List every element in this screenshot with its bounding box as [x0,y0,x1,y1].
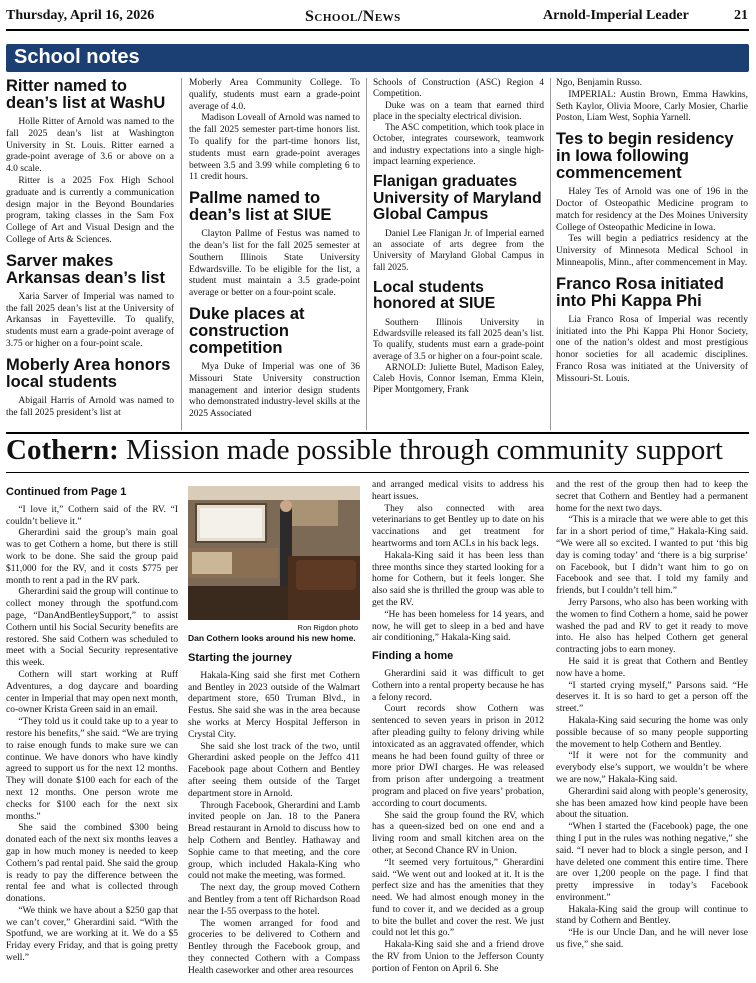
paragraph: Haley Tes of Arnold was one of 196 in the Doctor of Osteopathic Medicine program to match for residency at the Des Moines University College of Osteopathic Medicine in Iowa. [556,187,748,233]
paragraph: Gherardini said the group will continue to collect money through the spotfund.com page, “DanAndBentleySupport,” to assist Cothern until his Social Security benefits are restored. She said Cothern was scheduled to meet with a Social Security representative this week. [6,587,178,669]
note-headline: Moberly Area honors local students [6,355,171,391]
paragraph: IMPERIAL: Austin Brown, Emma Hawkins, Seth Kaylor, Olivia Moore, Carly Mosier, Charlie Poston, Liam West, Sophia Yarnell. [556,89,748,124]
paragraph: The ASC competition, which took place in October, integrates coursework, teamwork and industry expectations into a single high-impact learning experience. [373,123,544,167]
paragraph: He said it is great that Cothern and Bentley now have a home. [556,656,748,679]
paragraph: Schools of Construction (ASC) Region 4 Competition. [373,78,544,100]
note-headline: Franco Rosa initiated into Phi Kappa Phi [556,274,724,310]
subhead: Continued from Page 1 [6,487,127,498]
headline-kicker: Cothern: [6,434,119,466]
column-divider [181,78,182,430]
notes-column-2 [189,78,360,430]
paragraph: “If it were not for the community and everybody else’s support, we wouldn’t be where we are now,” Hakala-King said. [556,751,748,785]
paragraph: and the rest of the group then had to keep the secret that Cothern and Bentley had a permanent home for the next two days. [556,480,748,514]
issue-date: Thursday, April 16, 2026 [6,8,155,23]
story-column-3 [372,480,544,981]
paragraph: “I started crying myself,” Parsons said. “He deserves it. It is so hard to get a person off the street.” [556,680,748,715]
paragraph: Holle Ritter of Arnold was named to the fall 2025 dean’s list at Washington University in St. Louis. Ritter earned a grade-point average of 3.6 or above on a 4.0 scale. [6,117,174,175]
notes-column-4 [556,78,748,430]
paragraph: She said she lost track of the two, until Gherardini asked people on the Jeffco 411 Facebook page about Cothern and Bentley after seeing them outside of the Target department store in Arnold. [188,741,360,799]
paragraph: ARNOLD: Juliette Butel, Madison Ealey, Caleb Hovis, Connor Iseman, Emma Klein, Piper Montgomery, Frank [373,362,544,396]
paragraph: Southern Illinois University in Edwardsville released its fall 2025 dean’s list. To qualify, students must earn a grade-point average of 3.5 or higher on a four-point scale. [373,317,544,362]
paragraph: and arranged medical visits to address his heart issues. [372,480,544,502]
rv-interior-illustration [188,486,360,620]
header-rule [6,29,749,31]
paragraph: Gherardini said along with people’s generosity, she has been amazed how kind people have been about the situation. [556,786,748,821]
note-headline: Flanigan graduates University of Maryland Global Campus [373,173,542,224]
notes-column-3 [373,78,544,430]
column-divider [550,78,551,430]
section-name: School/News [305,8,401,25]
note-headline: Tes to begin residency in Iowa following commencement [556,130,734,183]
paragraph: Hakala-King said it has been less than three months since they started looking for a home for Cothern, but it feels longer. She also said she is thrilled the group was able to get the RV. [372,550,544,608]
paragraph: “I love it,” Cothern said of the RV. “I couldn’t believe it.” [6,504,178,527]
paragraph: Court records show Cothern was sentenced to seven years in prison in 2012 after pleading guilty to felony driving while intoxicated as an aggravated offender, which means he had been found guilty of three or more prior DWI charges. He was released from prison after undergoing a treatment program and placed on five years’ probation, according to court documents. [372,704,544,809]
paragraph: Madison Loveall of Arnold was named to the fall 2025 semester part-time honors list. To qualify for the part-time honors list, students must earn grade-point averages between 3.5 and 3.99 while completing 6 to 11 credit hours. [189,113,360,183]
paragraph: Mya Duke of Imperial was one of 36 Missouri State University construction management and interior design students who demonstrated industry-level skills at the 2025 Associated [189,361,360,420]
paragraph: Daniel Lee Flanigan Jr. of Imperial earned an associate of arts degree from the University of Maryland Global Campus in fall 2025. [373,228,544,273]
story-column-1 [6,487,178,981]
paragraph: Moberly Area Community College. To qualify, students must earn a grade-point average of 4.0. [189,78,360,112]
paragraph: “We think we have about a $250 gap that we can’t cover,” Gherardini said. “With the Spotfund, we are working at it. We do a $5 Friday every Friday, and that is going pretty well.” [6,905,178,964]
paragraph: She said the group found the RV, which has a queen-sized bed on one end and a living room and small kitchen area on the other, at Second Chance RV in Union. [372,810,544,856]
paragraph: Ngo, Benjamin Russo. [556,78,643,88]
paragraph: “He has been homeless for 14 years, and now, he will get to sleep in a bed and have air conditioning,” Hakala-King said. [372,609,544,644]
paragraph: Through Facebook, Gherardini and Lamb invited people on Jan. 18 to the Panera Bread restaurant in Arnold to discuss how to help Cothern and Bentley. Hathaway and Sophie came to that meeting, and the core group, which included Hakala-King who could not make the meeting, was formed. [188,800,360,882]
banner-label: School notes [14,46,140,68]
note-headline: Sarver makes Arkansas dean’s list [6,251,165,287]
headline-rule [6,472,749,473]
paragraph: Hakala-King said the group will continue to stand by Cothern and Bentley. [556,904,748,927]
paragraph: “When I started the (Facebook) page, the one thing I put in the rules was nothing negative,” she said. “I never had to block a single person, and I have deleted one comment this entire time. There are over 1,200 people on the page. I find that pretty impressive in today’s Facebook environment.” [556,822,748,903]
paragraph: “This is a miracle that we were able to get this far in a short period of time,” Hakala-King said. “We were all so excited. I wanted to put ‘this big day is coming today’ and ‘there is a big surprise’ on Facebook, but I didn’t want him to go on Facebook and see that. I told my family and friends, but I couldn’t tell him.” [556,515,748,597]
paragraph: Hakala-King said securing the home was only possible because of so many people supporting the movement to help Cothern and Bentley. [556,715,748,750]
paragraph: Xaria Sarver of Imperial was named to the fall 2025 dean’s list at the University of Arkansas in Fayetteville. To qualify, students must earn a grade-point average of 3.75 or higher on a four-point scale. [6,291,174,349]
paragraph: They also connected with area veterinarians to get Bentley up to date on his vaccinations and get treatment for heartworms and torn ACLs in his back legs. [372,503,544,549]
note-headline: Duke places at construction competition [189,304,305,357]
story-headline [6,434,723,466]
note-headline: Pallme named to dean’s list at SIUE [189,189,332,225]
subhead: Finding a home [372,650,454,663]
school-notes-banner [6,44,749,72]
paragraph: Hakala-King said she first met Cothern and Bentley in 2023 outside of the Walmart department store, 650 Truman Blvd., in Festus. She said she was in the area because she works at Mercy Hospital Jefferson in Crystal City. [188,670,360,740]
photo-credit: Ron Rigdon photo [297,623,358,632]
paper-name: Arnold-Imperial Leader [543,8,689,23]
paragraph: Duke was on a team that earned third place in the specialty electrical division. [373,100,544,122]
column-divider [366,78,367,430]
paragraph: Jerry Parsons, who also has been working with the women to find Cothern a home, said he power washed the pad and RV to get it ready to move into. He also has helped Cothern get general contracting jobs to earn money. [556,597,748,656]
paragraph: “It seemed very fortuitous,” Gherardini said. “We went out and looked at it. It is the perfect size and has the amenities that they need. We had almost enough money in the fund to cover it, and we decided as a group to bite the bullet and cover the rest. We just could not let this go.” [372,857,544,939]
paragraph: Lia Franco Rosa of Imperial was recently initiated into the Phi Kappa Phi Honor Society, one of the nation’s oldest and most prestigious honor societies for all academic disciplines. Franco Rosa was initiated at the University of Missouri-St. Louis. [556,314,748,384]
headline-text: Mission made possible through community support [126,434,723,466]
note-headline: Local students honored at SIUE [373,278,496,313]
subhead: Starting the journey [188,653,292,664]
paragraph: The next day, the group moved Cothern and Bentley from a tent off Richardson Road near the I-55 overpass to the hotel. [188,883,360,917]
paragraph: Clayton Pallme of Festus was named to the dean’s list for the fall 2025 semester at Southern Illinois State University Edwardsville. To be eligible for the list, a student must maintain a 3.5 grade-point average or better on a four-point scale. [189,229,360,299]
paragraph: She said the combined $300 being donated each of the next six months leaves a gap in how much money is needed to keep Cothern’s pad rental paid. She said the group is ready to pay the difference between the rental fee and what is collected through donations. [6,823,178,905]
page-number: 21 [734,8,748,23]
photo-caption: Dan Cothern looks around his new home. [188,633,356,643]
paragraph: “They told us it could take up to a year to restore his benefits,” she said. “We are trying to raise enough funds to make sure we can continue. We have donors who have kindly agreed to support us for the next 12 months. They will donate $100 each for each of the next 12 months. One person wrote me checks for $100 each for the next six months.” [6,717,178,822]
paragraph: Ritter is a 2025 Fox High School graduate and is currently a communication design major in the Beyond Boundaries program, taking classes in the Sam Fox College of Art and Visual Design and the College of Arts & Sciences. [6,175,174,245]
story-photo [188,486,360,620]
paragraph: Cothern will start working at Ruff Adventures, a dog daycare and boarding center in Imperial that may open next month, co-owner Krista Green said in an email. [6,669,178,716]
notes-column-1 [6,78,174,430]
story-column-4 [556,480,748,981]
paragraph: Abigail Harris of Arnold was named to the fall 2025 president’s list at [6,395,174,418]
paragraph: The women arranged for food and groceries to be delivered to Cothern and Bentley through the Facebook group, and they connected Cothern with a Compass Health caseworker and other area resources [188,918,360,976]
paragraph: “He is our Uncle Dan, and he will never lose us five,” she said. [556,928,748,951]
story-column-2 [188,653,360,981]
paragraph: Gherardini said the group’s main goal was to get Cothern a home, but there is still work to be done. She said the group paid $11,000 for the RV, and it costs $775 per month to rent a pad in the RV park. [6,528,178,586]
note-headline: Ritter named to dean’s list at WashU [6,78,166,112]
paragraph: Hakala-King said she and a friend drove the RV from Union to the Jefferson County portion of Fenton on April 6. She [372,940,544,974]
paragraph: Gherardini said it was difficult to get Cothern into a rental property because he has a felony record. [372,668,544,703]
paragraph: Tes will begin a pediatrics residency at the University of Minnesota Medical School in Minneapolis, Minn., after commencement in May. [556,234,748,268]
